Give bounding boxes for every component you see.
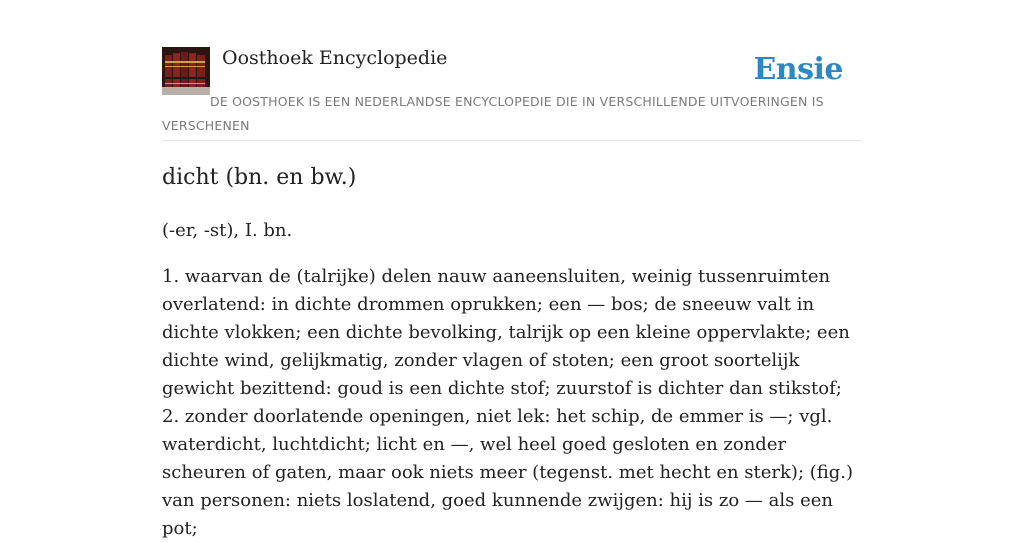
site-tagline: DE OOSTHOEK IS EEN NEDERLANDSE ENCYCLOPEDIE DIE IN VERSCHILLENDE UITVOERINGEN IS VERSCHENEN xyxy=(162,94,824,133)
site-avatar[interactable] xyxy=(162,47,210,95)
site-header xyxy=(162,46,862,141)
entry-definitions xyxy=(162,263,862,543)
definition-item: 1. waarvan de (talrijke) delen nauw aaneensluiten, weinig tussenruimten overlatend: in dichte drommen oprukken; een — bos; de sneeuw valt in dichte vlokken; een dichte bevolking, talrijk op een kleine oppervlakte; een dichte wind, gelijkmatig, zonder vlagen of stoten; een groot soortelijk gewicht bezittend: goud is een dichte stof; zuurstof is dichter dan stikstof; xyxy=(162,266,850,399)
entry-title: dicht (bn. en bw.) xyxy=(162,165,357,190)
site-title[interactable]: Oosthoek Encyclopedie xyxy=(222,47,448,69)
book-spines-icon xyxy=(162,47,210,95)
definition-item: 2. zonder doorlatende openingen, niet lek: het schip, de emmer is —; vgl. waterdicht, luchtdicht; licht en —, wel heel goed gesloten en zonder scheuren of gaten, maar ook niets meer (tegenst. met hecht en sterk); (fig.) van personen: niets loslatend, goed kunnende zwijgen: hij is zo — als een pot; xyxy=(162,406,854,539)
brand-logo[interactable]: Ensie xyxy=(753,52,843,87)
entry-grammar: (-er, -st), I. bn. xyxy=(162,220,293,241)
